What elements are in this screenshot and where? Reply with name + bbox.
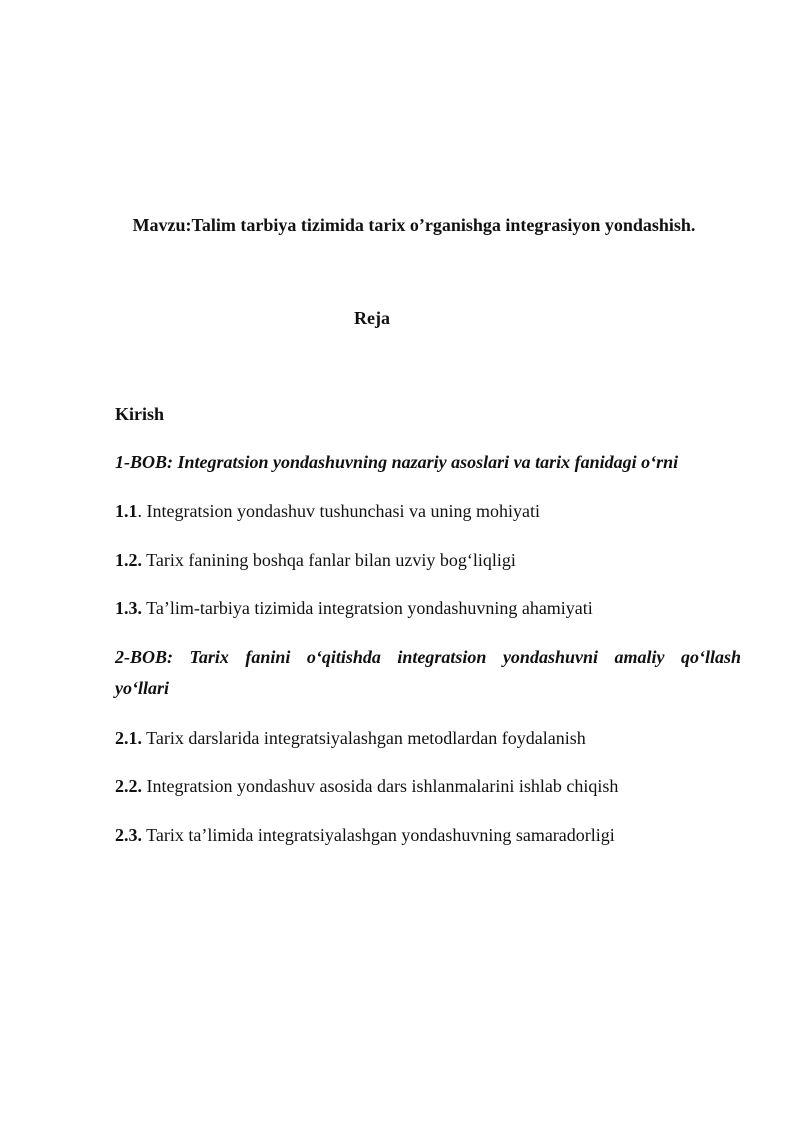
plan-item-1-1 — [115, 499, 741, 523]
item-number: 2.1. — [115, 728, 142, 748]
plan-item-2-2 — [115, 774, 741, 798]
item-text: . Integratsion yondashuv tushunchasi va uning mohiyati — [137, 501, 540, 521]
item-number: 2.2. — [115, 776, 142, 796]
item-text: Tarix ta’limida integratsiyalashgan yondashuvning samaradorligi — [142, 825, 615, 845]
item-number: 1.3. — [115, 598, 142, 618]
chapter2-word: amaliy — [614, 647, 665, 667]
plan-heading: Reja — [354, 308, 390, 328]
plan-item-1-3 — [115, 596, 741, 620]
chapter2-word: 2-BOB: — [115, 647, 173, 667]
chapter2-title-line2: yo‘llari — [115, 678, 169, 698]
chapter1-title: 1-BOB: Integratsion yondashuvning nazariy asoslari va tarix fanidagi o‘rni — [115, 452, 679, 472]
document-title: Mavzu:Talim tarbiya tizimida tarix o’rganishga integrasiyon yondashish. — [132, 215, 696, 235]
item-number: 2.3. — [115, 825, 142, 845]
item-number: 1.1 — [115, 501, 138, 521]
item-text: Integratsion yondashuv asosida dars ishlanmalarini ishlab chiqish — [142, 776, 619, 796]
item-text: Tarix fanining boshqa fanlar bilan uzviy bog‘liqligi — [142, 550, 516, 570]
chapter2-word: o‘qitishda — [306, 647, 381, 667]
chapter2-word: integratsion — [397, 647, 487, 667]
item-text: Tarix darslarida integratsiyalashgan metodlardan foydalanish — [142, 728, 586, 748]
plan-item-2-1 — [115, 726, 741, 750]
item-number: 1.2. — [115, 550, 142, 570]
chapter2-title-line1 — [115, 645, 741, 669]
intro-item: Kirish — [115, 404, 165, 424]
chapter2-word: yondashuvni — [502, 647, 598, 667]
plan-item-1-2 — [115, 548, 741, 572]
plan-item-2-3 — [115, 823, 741, 847]
chapter2-word: qo‘llash — [680, 647, 741, 667]
chapter2-word: fanini — [245, 647, 291, 667]
item-text: Ta’lim-tarbiya tizimida integratsion yondashuvning ahamiyati — [142, 598, 593, 618]
chapter2-word: Tarix — [189, 647, 229, 667]
